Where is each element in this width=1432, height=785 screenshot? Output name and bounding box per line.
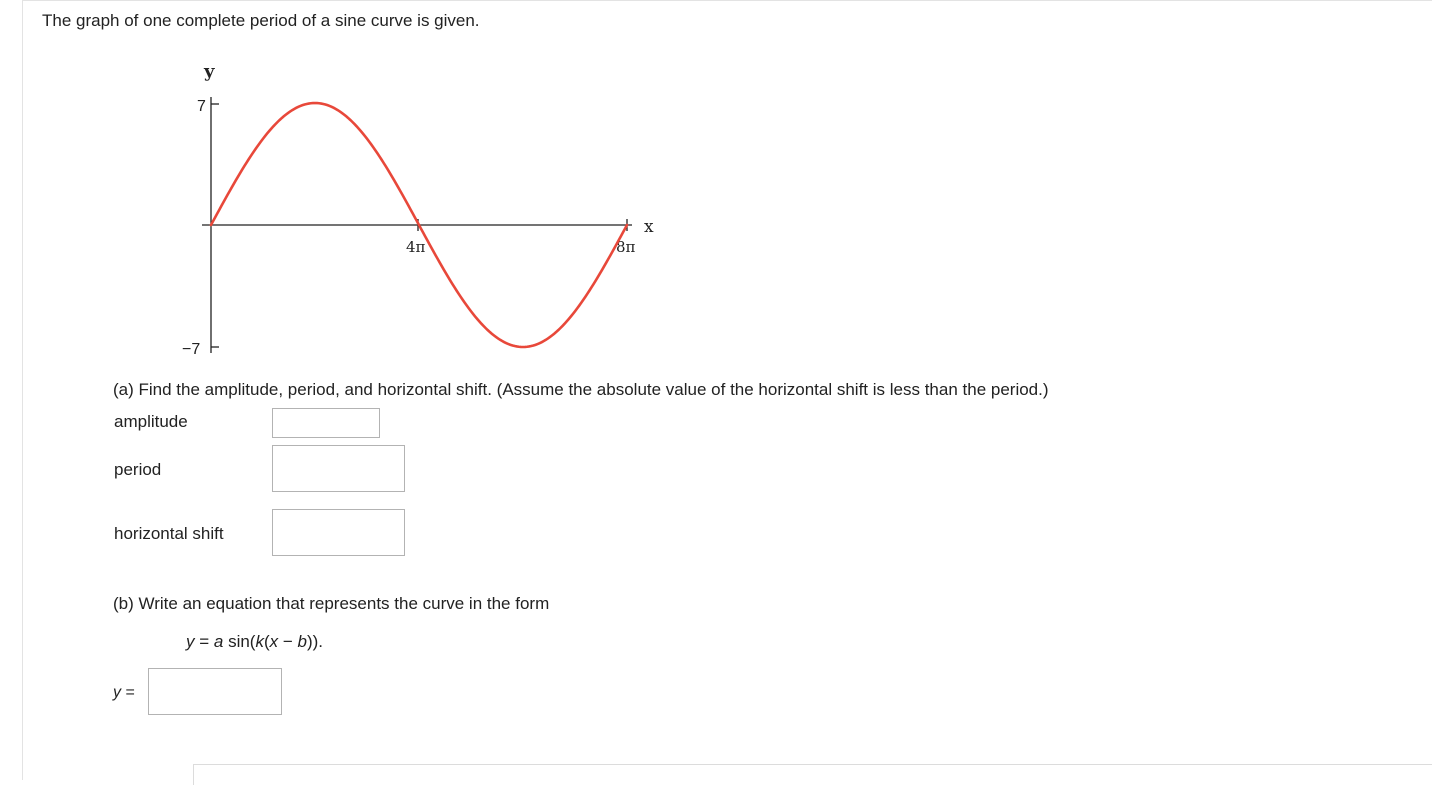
sine-graph [170, 55, 670, 355]
problem-prompt: The graph of one complete period of a sine curve is given. [42, 11, 480, 30]
left-border [22, 0, 23, 780]
part-b-question: (b) Write an equation that represents the curve in the form [113, 594, 550, 613]
x-tick-label-4pi: 4π [406, 238, 426, 256]
x-axis-label: x [644, 217, 654, 237]
period-label: period [114, 460, 162, 479]
horizontal-shift-input[interactable] [272, 509, 405, 556]
top-border [22, 0, 1432, 1]
equation-input[interactable] [148, 668, 282, 715]
amplitude-input[interactable] [272, 408, 380, 438]
period-input[interactable] [272, 445, 405, 492]
part-a-question: (a) Find the amplitude, period, and horizontal shift. (Assume the absolute value of the horizontal shift is less than the period.) [113, 380, 1049, 399]
next-section-frame [193, 764, 1432, 785]
amplitude-label: amplitude [114, 412, 188, 431]
horizontal-shift-label: horizontal shift [114, 524, 224, 543]
y-axis-label: y [204, 61, 215, 82]
x-tick-label-8pi: 8π [616, 238, 636, 256]
equation-answer-label: y = [113, 684, 135, 701]
y-tick-label-bottom: −7 [182, 341, 201, 355]
y-tick-label-top: 7 [197, 98, 206, 115]
equation-form: y = a sin(k(x − b)). [186, 632, 324, 651]
